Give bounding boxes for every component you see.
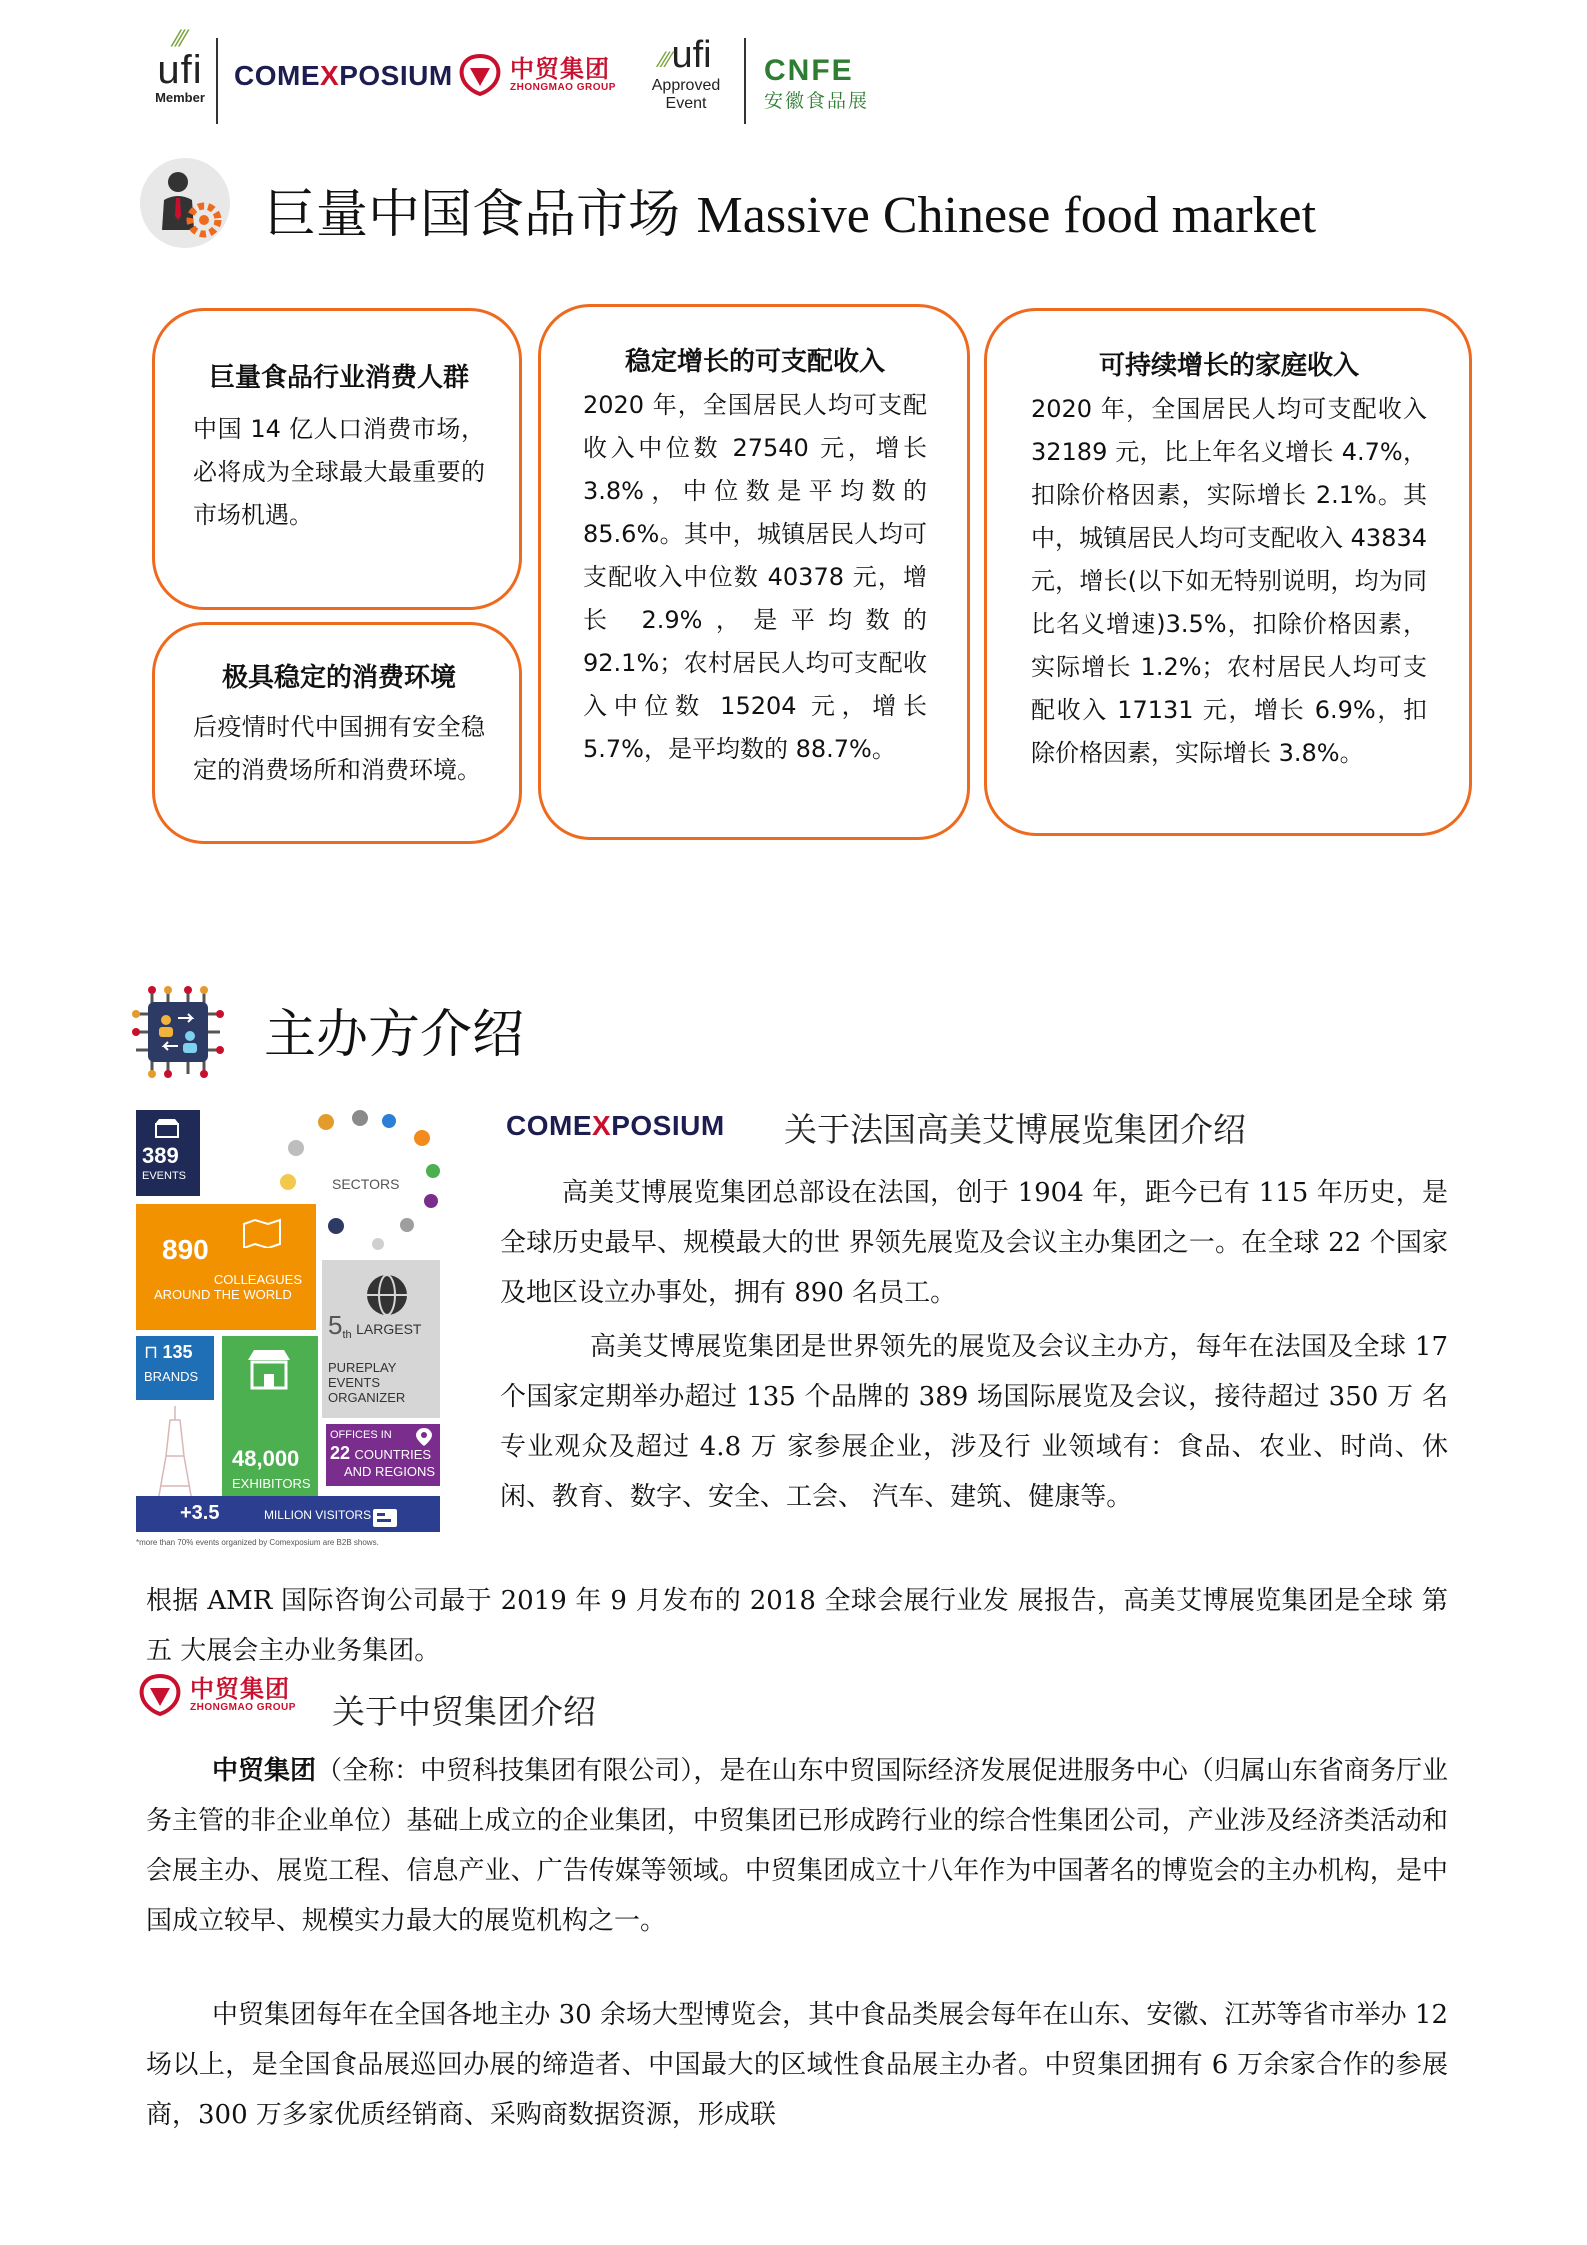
comexposium-inline-logo	[506, 1110, 725, 1142]
sector-dot	[382, 1114, 396, 1128]
section-title-cn: 巨量中国食品市场	[264, 185, 681, 245]
comexposium-logo	[234, 60, 453, 92]
zhongmao-inline-en: ZHONGMAO GROUP	[190, 1701, 296, 1713]
zhongmao-paragraph-1-text: （全称：中贸科技集团有限公司），是在山东中贸国际经济发展促进服务中心（归属山东省商务厅业务主管的非企业单位）基础上成立的企业集团，中贸集团已形成跨行业的综合性集团公司，产业涉及经济类活动和会展主办、展览工程、信息产业、广告传媒等领域。中贸集团成立十八年作为中国著名的博览会的主办机构，是中国成立较早、规模实力最大的展览机构之一。	[146, 1756, 1448, 1936]
shop-icon	[154, 1118, 180, 1138]
sector-dot	[318, 1114, 334, 1130]
zhongmao-inline-cn: 中贸集团	[190, 1674, 290, 1703]
ufi-approved-brand: ufi	[671, 34, 712, 76]
section-title-market	[264, 172, 1316, 247]
zhongmao-paragraph-1	[146, 1746, 1448, 1946]
exhibitors-number: 48,000	[232, 1446, 300, 1471]
brands-label: BRANDS	[144, 1369, 199, 1384]
events-number: 389	[142, 1143, 179, 1168]
box-text: 中国 14 亿人口消费市场，必将成为全球最大最重要的市场机遇。	[193, 415, 485, 529]
box-heading: 极具稳定的消费环境	[221, 663, 456, 693]
ufi-member-label: Member	[155, 90, 205, 105]
zhongmao-logo	[456, 52, 616, 96]
events-tile	[136, 1110, 200, 1196]
box-text: 2020 年，全国居民人均可支配收入 32189 元，比上年名义增长 4.7%，扣除价格因素，实际增长 2.1%。其中，城镇居民人均可支配收入 43834 元，增长(以下如无特别说明，均为同比名义增速)3.5%，扣除价格因素，实际增长 1.2%；农村居民人均可支配收入 17131 元，增长 6.9%，扣除价格因素，实际增长 3.8%。	[1031, 395, 1427, 767]
offices-label-3: AND REGIONS	[344, 1464, 436, 1479]
ufi-approved-logo	[636, 34, 736, 113]
sector-dot	[352, 1110, 368, 1126]
zhongmao-logo-en: ZHONGMAO GROUP	[510, 81, 616, 93]
businessman-gear-icon	[140, 158, 230, 248]
sector-dot	[414, 1130, 430, 1146]
largest-label: LARGEST	[356, 1321, 422, 1337]
colleagues-tile	[136, 1204, 316, 1330]
ufi-approved-line1: Approved	[651, 77, 721, 94]
comexposium-inline-x: X	[592, 1110, 612, 1141]
storefront-icon	[244, 1346, 294, 1392]
zhongmao-logo-cn: 中贸集团	[510, 54, 610, 83]
offices-label-2: COUNTRIES	[354, 1447, 432, 1462]
visitors-label: MILLION VISITORS	[263, 1508, 372, 1522]
header-divider	[216, 38, 218, 124]
exhibitors-label: EXHIBITORS	[232, 1476, 311, 1491]
box-heading: 稳定增长的可支配收入	[624, 347, 885, 377]
zhongmao-name-bold: 中贸集团	[212, 1756, 317, 1786]
zhongmao-paragraph-2: 中贸集团每年在全国各地主办 30 余场大型博览会，其中食品类展会每年在山东、安徽、江苏等省市举办 12 场以上，是全国食品展巡回办展的缔造者、中国最大的区域性食品展主办者。中贸集团拥有 6 万余家合作的参展商，300 万多家优质经销商、采购商数据资源，形成联	[146, 2000, 1448, 2130]
section-title-en: Massive Chinese food market	[696, 187, 1317, 244]
visitors-tile	[136, 1496, 440, 1532]
colleagues-label-2: AROUND THE WORLD	[154, 1287, 292, 1302]
comexposium-paragraph-2: 高美艾博展览集团是世界领先的展览及会议主办方，每年在法国及全球 17 个国家定期举办超过 135 个品牌的 389 场国际展览及会议，接待超过 350 万 名专业观众及超过 4.8 万 家参展企业，涉及行 业领域有：食品、农业、时尚、休闲、教育、数字、安全、工会、 汽车、建筑、健康等。	[500, 1332, 1448, 1512]
zhongmao-inline-logo	[136, 1672, 296, 1716]
comexposium-logo-right: POSIUM	[339, 60, 453, 91]
sector-dot	[288, 1140, 304, 1156]
cnfe-logo-cn: 安徽食品展	[764, 90, 870, 112]
ufi-approved-swoosh-icon: ⁄⁄⁄	[660, 47, 672, 72]
sector-dot	[400, 1218, 414, 1232]
map-icon	[242, 1218, 282, 1248]
sectors-label: SECTORS	[332, 1176, 400, 1192]
visitors-number: +3.5	[180, 1502, 220, 1524]
box-heading: 巨量食品行业消费人群	[208, 363, 469, 393]
cnfe-logo	[764, 56, 869, 113]
zhongmao-mark-icon	[456, 52, 504, 96]
info-box-household-income	[984, 308, 1472, 836]
infographic-footnote: *more than 70% events organized by Comexposium are B2B shows.	[136, 1538, 379, 1547]
header-divider-2	[744, 38, 746, 124]
comexposium-inline-right: POSIUM	[611, 1110, 725, 1141]
brands-tile	[136, 1336, 214, 1400]
comexposium-logo-left: COME	[234, 60, 320, 91]
sector-dot	[372, 1238, 384, 1250]
info-box-environment	[152, 622, 522, 844]
sector-dot	[424, 1194, 438, 1208]
ufi-member-logo	[140, 27, 220, 130]
comexposium-logo-x: X	[320, 60, 340, 91]
brands-number: 135	[162, 1342, 193, 1362]
badge-icon	[372, 1508, 398, 1528]
box-text: 2020 年，全国居民人均可支配收入中位数 27540 元，增长 3.8%，中位数是平均数的 85.6%。其中，城镇居民人均可支配收入中位数 40378 元，增长 2.9%，是平均数的 92.1%；农村居民人均可支配收入中位数 15204 元，增长 5.7%，是平均数的 88.7%。	[583, 391, 927, 763]
brand-mark-icon: ⊓	[144, 1342, 159, 1362]
pureplay-label-3: ORGANIZER	[328, 1390, 406, 1405]
offices-number: 22	[330, 1443, 351, 1463]
circuit-people-icon	[132, 986, 224, 1078]
section-title-organizers: 主办方介绍	[264, 1005, 525, 1065]
cnfe-logo-text: CNFE	[764, 54, 854, 87]
pureplay-label-2: EVENTS	[328, 1375, 381, 1390]
events-label: EVENTS	[142, 1170, 187, 1182]
comexposium-inline-left: COME	[506, 1110, 592, 1141]
location-pin-icon	[416, 1428, 432, 1446]
largest-organizer-tile	[322, 1260, 440, 1418]
largest-sup: th	[342, 1329, 352, 1342]
comexposium-paragraph-3: 根据 AMR 国际咨询公司最于 2019 年 9 月发布的 2018 全球会展行业发 展报告，高美艾博展览集团是全球 第五 大展会主办业务集团。	[146, 1586, 1448, 1666]
box-text: 后疫情时代中国拥有安全稳定的消费场所和消费环境。	[193, 713, 485, 784]
sector-dot	[328, 1218, 344, 1234]
pureplay-label-1: PUREPLAY	[328, 1360, 397, 1375]
ufi-approved-line2: Event	[665, 95, 707, 112]
comexposium-paragraph-1: 高美艾博展览集团总部设在法国，创于 1904 年，距今已有 115 年历史，是全球历史最早、规模最大的世 界领先展览及会议主办集团之一。在全球 22 个国家及地区设立办事处，拥有 890 名员工。	[500, 1178, 1448, 1308]
sector-dot	[280, 1174, 296, 1190]
comexposium-infographic	[136, 1110, 440, 1550]
ufi-swoosh-icon: ⁄⁄⁄	[174, 27, 186, 52]
info-box-disposable-income	[538, 304, 970, 840]
zhongmao-inline-mark-icon	[136, 1672, 184, 1716]
box-heading: 可持续增长的家庭收入	[1098, 351, 1359, 381]
offices-tile	[326, 1424, 440, 1486]
info-box-consumers	[152, 308, 522, 610]
colleagues-label: COLLEAGUES	[213, 1272, 302, 1287]
zhongmao-heading: 关于中贸集团介绍	[332, 1692, 596, 1731]
ufi-logo-text: ufi	[157, 48, 203, 92]
colleagues-number: 890	[162, 1234, 209, 1265]
largest-number: 5	[328, 1310, 343, 1340]
sector-dot	[426, 1164, 440, 1178]
offices-label: OFFICES IN	[330, 1429, 392, 1441]
comexposium-heading: 关于法国高美艾博展览集团介绍	[784, 1110, 1246, 1149]
